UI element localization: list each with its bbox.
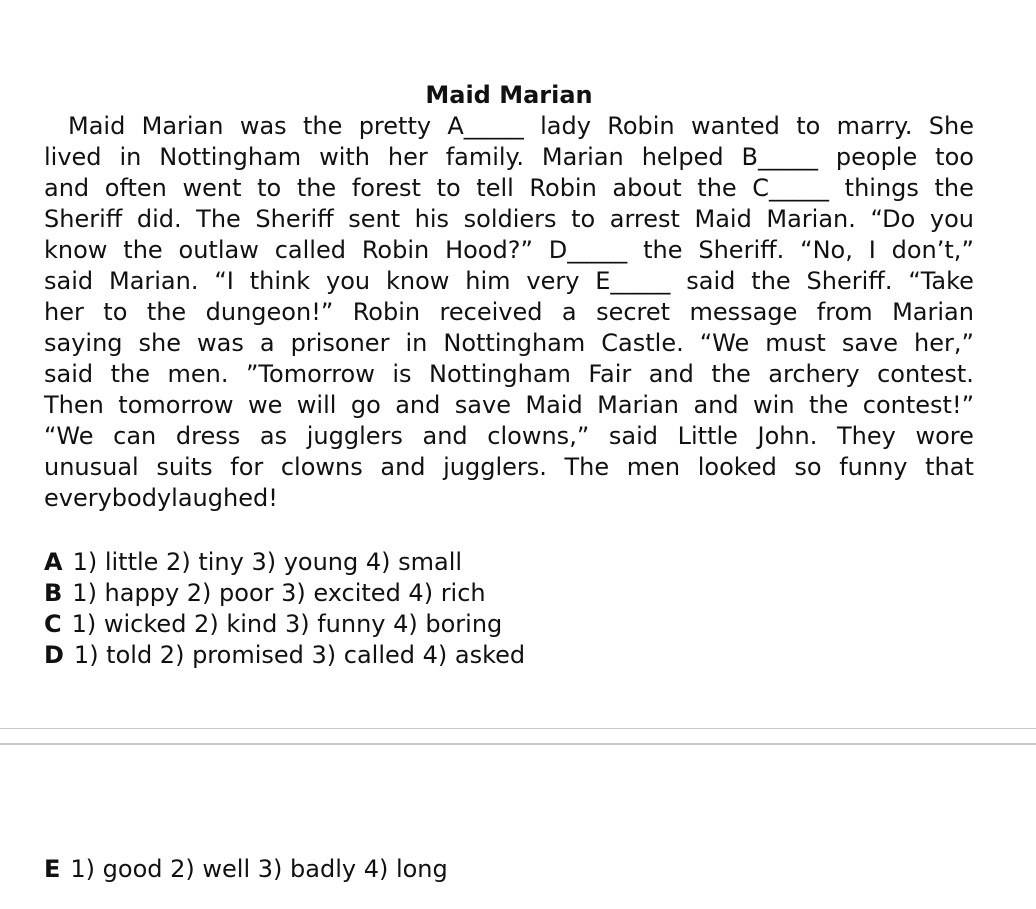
- option-letter: C: [44, 610, 62, 638]
- passage-word: contest.: [877, 360, 974, 388]
- passage-word: about: [612, 174, 682, 202]
- option-choices: 1) good 2) well 3) badly 4) long: [70, 855, 448, 883]
- passage-word: soldiers: [463, 205, 557, 233]
- passage-word: so: [794, 453, 822, 481]
- passage-word: wore: [915, 422, 974, 450]
- passage-word: was: [239, 112, 287, 140]
- passage-word: and: [380, 453, 426, 481]
- passage-line: [44, 390, 974, 421]
- passage-line: [44, 142, 974, 173]
- passage-word: She: [928, 112, 974, 140]
- passage-line: [44, 111, 974, 142]
- passage-word: said: [44, 267, 94, 295]
- passage-text: [44, 111, 974, 514]
- option-e: [44, 854, 448, 885]
- passage-word: go: [350, 391, 381, 419]
- option-b: [44, 578, 525, 609]
- passage-word: Nottingham: [159, 143, 302, 171]
- passage-word: the: [711, 360, 751, 388]
- passage-word: clowns,”: [487, 422, 590, 450]
- passage-word: jugglers.: [443, 453, 547, 481]
- passage-word: I: [868, 236, 876, 264]
- passage-word: and: [648, 360, 694, 388]
- passage-word: save: [454, 391, 511, 419]
- passage-word: did.: [136, 205, 182, 233]
- passage-word: Fair: [588, 360, 632, 388]
- passage-word: the: [934, 174, 974, 202]
- passage-line: [44, 359, 974, 390]
- passage-word: and: [422, 422, 468, 450]
- passage-word: “Take: [908, 267, 974, 295]
- passage-word: tomorrow: [118, 391, 234, 419]
- passage-word: Hood?”: [445, 236, 533, 264]
- passage-word: The: [564, 453, 610, 481]
- passage-word: the: [697, 174, 737, 202]
- passage-word: arrest: [609, 205, 680, 233]
- passage-word: save: [841, 329, 898, 357]
- passage-word: family.: [445, 143, 524, 171]
- passage-word: Robin: [607, 112, 675, 140]
- passage-word: the: [296, 174, 337, 202]
- passage-word: Maid: [525, 391, 583, 419]
- passage-word: to: [571, 205, 596, 233]
- passage-word: tell: [476, 174, 514, 202]
- passage-word: C_____: [752, 174, 830, 202]
- passage-word: Little: [677, 422, 738, 450]
- passage-word: lady: [540, 112, 591, 140]
- passage-word: the: [808, 391, 849, 419]
- passage-word: people: [835, 143, 918, 171]
- passage-word: Robin: [352, 298, 421, 326]
- passage-word: They: [836, 422, 896, 450]
- passage-line: [44, 266, 974, 297]
- passage-word: him: [465, 267, 511, 295]
- passage-word: prisoner: [290, 329, 390, 357]
- passage-word: went: [182, 174, 242, 202]
- passage-word: she: [138, 329, 182, 357]
- passage-word: dungeon!”: [205, 298, 334, 326]
- passage-word: you: [929, 205, 974, 233]
- passage-word: can: [113, 422, 157, 450]
- passage-word: archery: [768, 360, 860, 388]
- option-choices: 1) little 2) tiny 3) young 4) small: [72, 548, 463, 576]
- passage-word: you: [325, 267, 371, 295]
- passage-word: contest!”: [862, 391, 974, 419]
- passage-word: Sheriff.: [698, 236, 785, 264]
- passage-word: know: [44, 236, 108, 264]
- passage-word: the: [643, 236, 683, 264]
- passage-word: secret: [596, 298, 671, 326]
- passage-word: message: [689, 298, 798, 326]
- option-letter: B: [44, 579, 63, 607]
- passage-word: D_____: [548, 236, 628, 264]
- passage-word: sent: [348, 205, 401, 233]
- passage-word: Nottingham: [429, 360, 571, 388]
- passage-word: laughed!: [171, 484, 278, 512]
- passage-word: John.: [757, 422, 818, 450]
- passage-word: win: [753, 391, 795, 419]
- passage-word: outlaw: [178, 236, 259, 264]
- passage-word: marry.: [836, 112, 913, 140]
- passage-word: too: [935, 143, 974, 171]
- passage-word: Castle.: [601, 329, 684, 357]
- passage-word: pretty: [358, 112, 432, 140]
- passage-word: to: [436, 174, 461, 202]
- passage-word: lived: [44, 143, 102, 171]
- passage-line: [44, 204, 974, 235]
- passage-word: the: [110, 360, 151, 388]
- passage-word: “We: [44, 422, 94, 450]
- passage-word: a: [259, 329, 275, 357]
- passage-word: clowns: [280, 453, 363, 481]
- passage-word: the: [123, 236, 163, 264]
- passage-word: received: [439, 298, 543, 326]
- passage-word: “No,: [800, 236, 853, 264]
- passage-word: Marian: [597, 391, 680, 419]
- passage-word: that: [925, 453, 974, 481]
- passage-word: Then: [44, 391, 104, 419]
- passage-word: Marian: [541, 143, 624, 171]
- passage-word: as: [259, 422, 288, 450]
- passage-word: must: [765, 329, 826, 357]
- passage-word: the: [146, 298, 187, 326]
- passage-word: her: [44, 298, 84, 326]
- passage-word: often: [104, 174, 167, 202]
- passage-word: is: [392, 360, 412, 388]
- passage-word: and: [44, 174, 90, 202]
- passage-word: her: [387, 143, 428, 171]
- passage-word: to: [103, 298, 128, 326]
- passage-word: know: [385, 267, 450, 295]
- option-letter: D: [44, 641, 64, 669]
- passage-word: forest: [351, 174, 421, 202]
- passage-word: think: [249, 267, 311, 295]
- passage-word: ”Tomorrow: [246, 360, 375, 388]
- passage-line: [44, 483, 974, 514]
- passage-word: men.: [167, 360, 229, 388]
- passage-line: [44, 328, 974, 359]
- passage-word: A_____: [447, 112, 524, 140]
- passage-word: for: [230, 453, 264, 481]
- passage-word: unusual: [44, 453, 139, 481]
- passage-word: very: [526, 267, 580, 295]
- passage-word: Marian.: [108, 267, 199, 295]
- option-choices: 1) happy 2) poor 3) excited 4) rich: [72, 579, 486, 607]
- passage-word: and: [395, 391, 441, 419]
- passage-line: [44, 173, 974, 204]
- passage-word: looked: [697, 453, 777, 481]
- passage-word: from: [816, 298, 873, 326]
- passage-word: the: [302, 112, 343, 140]
- passage-word: and: [693, 391, 739, 419]
- passage-word: Maid: [68, 112, 126, 140]
- passage-word: Sheriff: [255, 205, 334, 233]
- passage-word: men: [626, 453, 681, 481]
- passage-word: to: [796, 112, 821, 140]
- option-c: [44, 609, 525, 640]
- option-d: [44, 640, 525, 671]
- passage-word: things: [844, 174, 919, 202]
- option-a: [44, 547, 525, 578]
- passage-word: said: [44, 360, 94, 388]
- passage-word: called: [274, 236, 346, 264]
- option-letter: E: [44, 855, 61, 883]
- passage-word: the: [751, 267, 791, 295]
- passage-word: funny: [839, 453, 908, 481]
- passage-word: Marian: [141, 112, 224, 140]
- passage-line: [44, 235, 974, 266]
- passage-word: in: [405, 329, 428, 357]
- passage-word: don’t,”: [891, 236, 974, 264]
- passage-word: his: [414, 205, 450, 233]
- passage-word: dress: [175, 422, 241, 450]
- passage-word: The: [196, 205, 241, 233]
- passage-word: saying: [44, 329, 123, 357]
- passage-line: [44, 452, 974, 483]
- passage-word: wanted: [690, 112, 780, 140]
- passage-word: Robin: [529, 174, 597, 202]
- passage-word: Marian.: [766, 205, 856, 233]
- passage-word: Marian: [892, 298, 974, 326]
- passage-title: Maid Marian: [425, 81, 593, 109]
- passage-word: Sheriff: [44, 205, 123, 233]
- passage-word: “Do: [870, 205, 916, 233]
- option-choices: 1) wicked 2) kind 3) funny 4) boring: [71, 610, 503, 638]
- passage-word: everybody: [44, 484, 172, 512]
- passage-word: with: [319, 143, 370, 171]
- passage-word: jugglers: [306, 422, 403, 450]
- option-letter: A: [44, 548, 63, 576]
- passage-word: E_____: [595, 267, 671, 295]
- passage-word: helped: [641, 143, 724, 171]
- passage-word: suits: [156, 453, 213, 481]
- passage-word: Nottingham: [443, 329, 586, 357]
- passage-word: Robin: [361, 236, 430, 264]
- passage-word: Sheriff.: [806, 267, 893, 295]
- passage-word: said: [686, 267, 736, 295]
- passage-word: Maid: [694, 205, 752, 233]
- passage-word: in: [119, 143, 142, 171]
- option-choices: 1) told 2) promised 3) called 4) asked: [73, 641, 526, 669]
- passage-line: [44, 421, 974, 452]
- page-divider: [0, 728, 1036, 729]
- passage-word: her,”: [914, 329, 974, 357]
- passage-word: we: [247, 391, 283, 419]
- passage-word: was: [197, 329, 244, 357]
- answer-options: [44, 547, 525, 671]
- passage-word: “We: [699, 329, 750, 357]
- passage-word: will: [296, 391, 337, 419]
- passage-word: to: [257, 174, 282, 202]
- page-divider: [0, 743, 1036, 745]
- passage-word: said: [608, 422, 658, 450]
- passage-line: [44, 297, 974, 328]
- passage-word: a: [561, 298, 577, 326]
- passage-word: B_____: [741, 143, 818, 171]
- passage-word: “I: [214, 267, 234, 295]
